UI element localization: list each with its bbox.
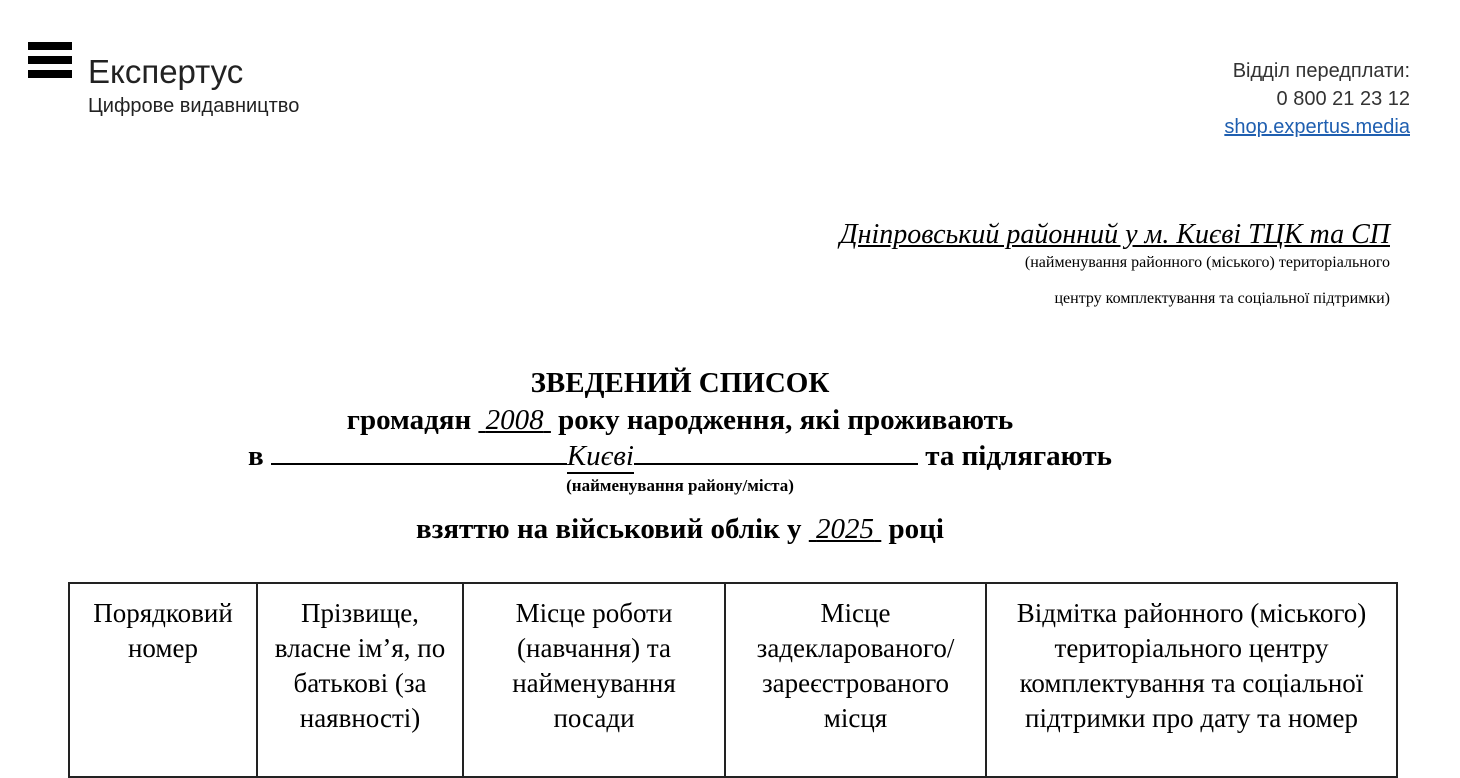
header-cell-tck-mark: Відмітка районного (міського) територіального центру комплектування та соціальної підтримки про дату та номер: [986, 583, 1397, 777]
header-cell-residence: Місце задекларованого/ зареєстрованого місця: [725, 583, 986, 777]
addressee-caption-2: центру комплектування та соціальної підтримки): [1054, 290, 1390, 307]
place-value: Києві: [566, 440, 634, 472]
title-line3-prefix: в: [247, 440, 271, 472]
addressee-caption-1: (найменування районного (міського) територіального: [1024, 254, 1390, 271]
logo-subtitle: Цифрове видавництво: [88, 95, 300, 117]
title-line5-suffix: році: [881, 513, 944, 545]
logo-bars-icon: [28, 42, 72, 84]
title-line2-suffix: року народження, які проживають: [550, 404, 1014, 436]
table-header-row: [69, 583, 1397, 777]
subscription-phone: 0 800 21 23 12: [1276, 88, 1410, 110]
subscription-contact: [1224, 57, 1410, 141]
title-line2-prefix: громадян: [346, 404, 479, 436]
header-cell-workplace: Місце роботи (навчання) та найменування посади: [463, 583, 725, 777]
birth-year-value: 2008: [485, 404, 544, 436]
title-line-place: [0, 438, 1410, 474]
registration-year-field: [809, 513, 882, 545]
title-line3-suffix: та підлягають: [917, 440, 1112, 472]
document-title: ЗВЕДЕНИЙ СПИСОК: [530, 367, 830, 399]
shop-link[interactable]: shop.expertus.media: [1224, 116, 1410, 138]
title-line-birth-year: [0, 402, 1410, 438]
place-caption: (найменування району/міста): [566, 476, 794, 495]
logo-name: Експертус: [88, 53, 244, 90]
place-blank-right: [634, 441, 918, 465]
header-cell-number: Порядковий номер: [69, 583, 257, 777]
place-blank-left: [271, 441, 567, 465]
registration-year-value: 2025: [816, 513, 875, 545]
subscription-label: Відділ передплати:: [1232, 60, 1410, 82]
title-line-registration-year: [0, 511, 1410, 547]
header-cell-name: Прізвище, власне ім’я, по батькові (за наявності): [257, 583, 463, 777]
birth-year-field: [478, 404, 551, 436]
title-line5-prefix: взяттю на військовий облік у: [416, 513, 809, 545]
addressee-block: [840, 218, 1390, 310]
addressee-org: Дніпровський районний у м. Києві ТЦК та СП: [839, 219, 1390, 250]
